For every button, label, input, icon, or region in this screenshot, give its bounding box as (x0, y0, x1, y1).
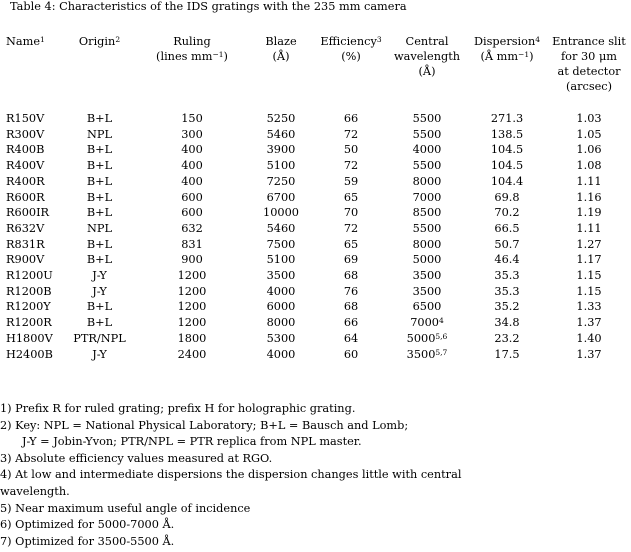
cell-origin: B+L (86, 206, 113, 220)
cell-name: H1800V (6, 331, 53, 345)
cell-entrance-slit: 1.17 (576, 253, 602, 267)
table-caption: Table 4: Characteristics of the IDS gratings with the 235 mm camera (10, 0, 407, 13)
cell-name: R300V (6, 127, 45, 141)
table-row (0, 142, 631, 158)
cell-ruling: 1200 (177, 300, 207, 314)
cell-efficiency: 70 (343, 206, 359, 220)
cell-ruling: 1800 (177, 331, 207, 345)
cell-name: R831R (6, 237, 45, 251)
table-row (0, 190, 631, 206)
cell-dispersion: 35.3 (494, 269, 520, 283)
cell-ruling: 632 (181, 221, 203, 235)
header-row (0, 34, 631, 94)
cell-name: H2400B (6, 347, 53, 361)
cell-ruling: 600 (181, 206, 203, 220)
table-row (0, 127, 631, 143)
cell-ruling: 400 (181, 143, 203, 157)
table-row (0, 299, 631, 315)
cell-origin: NPL (87, 221, 112, 235)
cell-ruling: 900 (181, 253, 203, 267)
cell-efficiency: 64 (343, 331, 359, 345)
cell-entrance-slit: 1.37 (576, 347, 602, 361)
cell-entrance-slit: 1.11 (576, 174, 602, 188)
cell-name: R400V (6, 159, 45, 173)
cell-origin: NPL (87, 127, 112, 141)
cell-origin: B+L (86, 253, 113, 267)
cell-central-wavelength: 8000 (412, 174, 442, 188)
cell-name: R600R (6, 190, 45, 204)
cell-dispersion: 23.2 (494, 331, 520, 345)
cell-efficiency: 72 (343, 221, 359, 235)
footnotes (0, 401, 461, 550)
header-blaze: Blaze (Å) (265, 35, 297, 63)
footnote: wavelength. (0, 484, 70, 498)
cell-ruling: 831 (181, 237, 203, 251)
cell-blaze: 4000 (266, 284, 296, 298)
cell-entrance-slit: 1.37 (576, 316, 602, 330)
gratings-table (0, 34, 631, 362)
cell-efficiency: 68 (343, 300, 359, 314)
table-row (0, 174, 631, 190)
cell-blaze: 5250 (266, 112, 296, 125)
cell-name: R900V (6, 253, 45, 267)
table-row (0, 331, 631, 347)
cell-origin: B+L (86, 112, 113, 125)
cell-name: R150V (6, 112, 45, 125)
cell-origin: B+L (86, 316, 113, 330)
cell-blaze: 8000 (266, 316, 296, 330)
cell-origin: B+L (86, 300, 113, 314)
cell-ruling: 1200 (177, 269, 207, 283)
header-ruling: Ruling (lines $mm^{-1}$) (156, 35, 228, 63)
table-row (0, 284, 631, 300)
table-row (0, 158, 631, 174)
cell-entrance-slit: 1.05 (576, 127, 602, 141)
footnote: 2) Key: NPL = National Physical Laboratory; B+L = Bausch and Lomb; (0, 418, 409, 432)
header-name: Name$^1$ (6, 35, 45, 48)
cell-blaze: 5300 (266, 331, 296, 345)
cell-entrance-slit: 1.27 (576, 237, 602, 251)
footnote: 1) Prefix R for ruled grating; prefix H for holographic grating. (0, 402, 356, 415)
cell-name: R1200B (6, 284, 52, 298)
cell-dispersion: 271.3 (490, 112, 524, 125)
cell-blaze: 5100 (266, 253, 296, 267)
cell-origin: B+L (86, 190, 113, 204)
cell-name: R1200U (6, 269, 53, 283)
cell-central-wavelength: 5000$^{5,6}$ (406, 331, 448, 345)
cell-efficiency: 65 (343, 190, 359, 204)
cell-entrance-slit: 1.40 (576, 331, 602, 345)
cell-name: R1200Y (6, 300, 51, 314)
footnote: 6) Optimized for 5000-7000 Å. (0, 518, 175, 532)
cell-entrance-slit: 1.06 (576, 143, 602, 157)
cell-blaze: 5100 (266, 159, 296, 173)
cell-blaze: 3500 (266, 269, 296, 283)
cell-efficiency: 72 (343, 127, 359, 141)
cell-dispersion: 34.8 (494, 316, 520, 330)
cell-entrance-slit: 1.03 (576, 112, 602, 125)
cell-dispersion: 70.2 (494, 206, 520, 220)
cell-origin: J-Y (92, 269, 107, 283)
cell-efficiency: 50 (343, 143, 359, 157)
cell-central-wavelength: 8000 (412, 237, 442, 251)
cell-central-wavelength: 5500 (412, 221, 442, 235)
cell-origin: PTR/NPL (73, 331, 126, 345)
cell-origin: J-Y (92, 347, 107, 361)
cell-efficiency: 66 (343, 112, 359, 125)
cell-blaze: 5460 (266, 221, 296, 235)
table-row (0, 268, 631, 284)
cell-central-wavelength: 5000 (412, 253, 442, 267)
cell-dispersion: 104.5 (490, 143, 524, 157)
cell-blaze: 3900 (266, 143, 296, 157)
cell-ruling: 2400 (177, 347, 207, 361)
cell-dispersion: 69.8 (494, 190, 520, 204)
cell-entrance-slit: 1.16 (576, 190, 602, 204)
cell-entrance-slit: 1.11 (576, 221, 602, 235)
cell-origin: J-Y (92, 284, 107, 298)
cell-entrance-slit: 1.19 (576, 206, 602, 220)
cell-dispersion: 66.5 (494, 221, 520, 235)
table-row (0, 111, 631, 127)
cell-ruling: 150 (181, 112, 203, 125)
cell-central-wavelength: 6500 (412, 300, 442, 314)
cell-central-wavelength: 4000 (412, 143, 442, 157)
table-row (0, 315, 631, 331)
cell-entrance-slit: 1.15 (576, 284, 602, 298)
cell-name: R400B (6, 143, 45, 157)
cell-ruling: 400 (181, 159, 203, 173)
cell-name: R400R (6, 174, 45, 188)
cell-ruling: 1200 (177, 316, 207, 330)
footnote: J-Y = Jobin-Yvon; PTR/NPL = PTR replica from NPL master. (22, 435, 362, 449)
cell-central-wavelength: 3500 (412, 284, 442, 298)
footnote: 3) Absolute efficiency values measured at RGO. (0, 451, 273, 465)
cell-blaze: 7500 (266, 237, 296, 251)
cell-origin: B+L (86, 143, 113, 157)
cell-central-wavelength: 5500 (412, 159, 442, 173)
cell-efficiency: 59 (343, 174, 359, 188)
footnote: 4) At low and intermediate dispersions the dispersion changes little with central (0, 468, 462, 482)
cell-blaze: 10000 (263, 206, 299, 220)
header-central-wavelength: Central wavelength (Å) (393, 35, 461, 78)
cell-origin: B+L (86, 237, 113, 251)
header-efficiency: Efficiency$^3$ (%) (320, 35, 382, 63)
cell-dispersion: 17.5 (494, 347, 520, 361)
cell-efficiency: 76 (343, 284, 359, 298)
cell-efficiency: 69 (343, 253, 359, 267)
cell-efficiency: 65 (343, 237, 359, 251)
cell-origin: B+L (86, 174, 113, 188)
header-entrance-slit: Entrance slit for 30 μm at detector (arcsec) (552, 35, 626, 93)
cell-entrance-slit: 1.15 (576, 269, 602, 283)
footnote: 5) Near maximum useful angle of incidence (0, 501, 251, 515)
cell-origin: B+L (86, 159, 113, 173)
table-row (0, 205, 631, 221)
cell-central-wavelength: 8500 (412, 206, 442, 220)
cell-central-wavelength: 3500 (412, 269, 442, 283)
cell-central-wavelength: 7000 (412, 190, 442, 204)
cell-entrance-slit: 1.08 (576, 159, 602, 173)
cell-dispersion: 138.5 (490, 127, 524, 141)
cell-dispersion: 35.3 (494, 284, 520, 298)
cell-efficiency: 68 (343, 269, 359, 283)
cell-dispersion: 50.7 (494, 237, 520, 251)
cell-blaze: 4000 (266, 347, 296, 361)
cell-dispersion: 104.5 (490, 159, 524, 173)
cell-blaze: 5460 (266, 127, 296, 141)
cell-dispersion: 46.4 (494, 253, 520, 267)
footnote: 7) Optimized for 3500-5500 Å. (0, 534, 175, 548)
table-row (0, 252, 631, 268)
cell-central-wavelength: 7000$^4$ (410, 316, 444, 330)
cell-name: R600IR (6, 206, 50, 220)
cell-name: R632V (6, 221, 45, 235)
cell-ruling: 1200 (177, 284, 207, 298)
cell-blaze: 7250 (266, 174, 296, 188)
cell-dispersion: 35.2 (494, 300, 520, 314)
header-origin: Origin$^2$ (78, 35, 121, 48)
cell-efficiency: 72 (343, 159, 359, 173)
table-row (0, 347, 631, 363)
cell-name: R1200R (6, 316, 52, 330)
table-row (0, 237, 631, 253)
cell-ruling: 600 (181, 190, 203, 204)
cell-blaze: 6700 (266, 190, 296, 204)
cell-ruling: 300 (181, 127, 203, 141)
cell-blaze: 6000 (266, 300, 296, 314)
cell-dispersion: 104.4 (490, 174, 524, 188)
cell-efficiency: 60 (343, 347, 359, 361)
cell-entrance-slit: 1.33 (576, 300, 602, 314)
cell-efficiency: 66 (343, 316, 359, 330)
header-dispersion: Dispersion$^4$ (Å $mm^{-1}$) (473, 35, 541, 63)
cell-central-wavelength: 5500 (412, 127, 442, 141)
table-row (0, 221, 631, 237)
cell-central-wavelength: 5500 (412, 112, 442, 125)
cell-central-wavelength: 3500$^{5,7}$ (406, 347, 448, 361)
cell-ruling: 400 (181, 174, 203, 188)
